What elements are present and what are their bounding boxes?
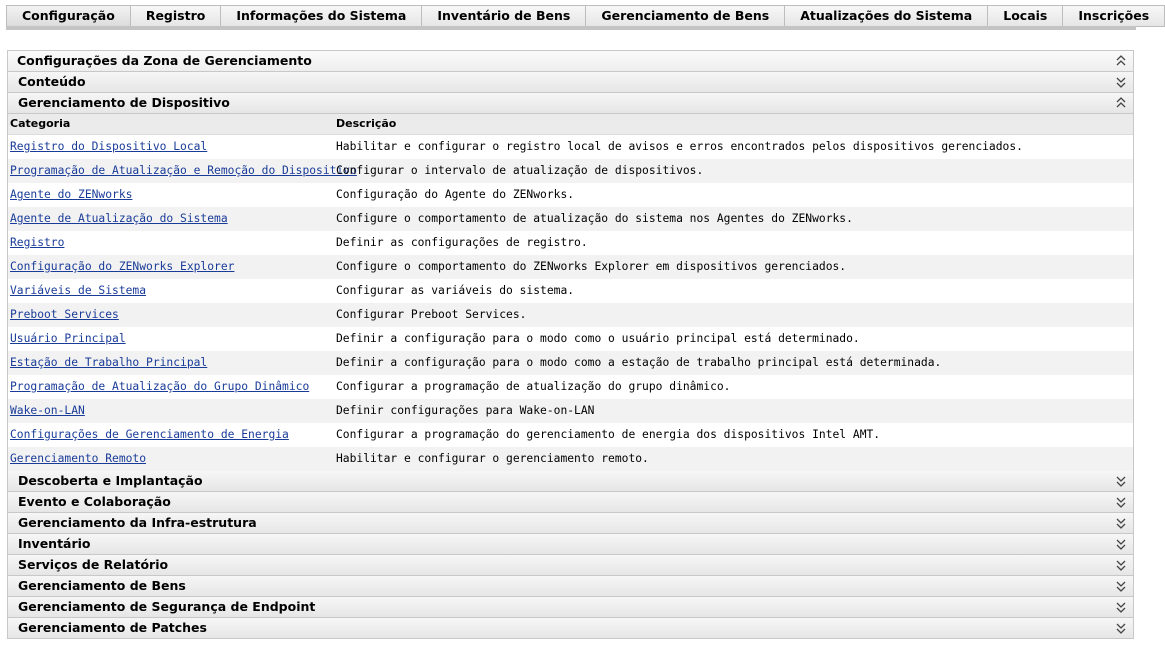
tab-1[interactable]: Registro [131,5,222,27]
category-link[interactable]: Programação de Atualização do Grupo Dinâmico [10,380,310,393]
category-description: Configurar a programação do gerenciamento de energia dos dispositivos Intel AMT. [336,428,881,441]
category-description: Definir as configurações de registro. [336,236,588,249]
tab-2[interactable]: Informações do Sistema [221,5,422,27]
table-row [8,375,1133,399]
tab-4[interactable]: Gerenciamento de Bens [586,5,785,27]
double-chevron-down-icon[interactable] [1115,597,1127,617]
tab-bar [6,5,1150,27]
category-link[interactable]: Usuário Principal [10,332,126,345]
category-link[interactable]: Registro do Dispositivo Local [10,140,208,153]
category-description: Habilitar e configurar o registro local de avisos e erros encontrados pelos dispositivos gerenciados. [336,140,1023,153]
category-description: Configurar o intervalo de atualização de dispositivos. [336,164,704,177]
double-chevron-down-icon[interactable] [1115,513,1127,533]
section-label: Serviços de Relatório [18,557,169,572]
table-row [8,231,1133,255]
table-row [8,399,1133,423]
table-row [8,303,1133,327]
double-chevron-up-icon[interactable] [1115,93,1127,113]
tab-7[interactable]: Inscrições [1063,5,1165,27]
table-row [8,279,1133,303]
section-label: Inventário [18,536,91,551]
double-chevron-down-icon[interactable] [1115,576,1127,596]
category-link[interactable]: Configuração do ZENworks Explorer [10,260,235,273]
table-row [8,207,1133,231]
table-row [8,255,1133,279]
section-label: Descoberta e Implantação [18,473,203,488]
table-row [8,327,1133,351]
column-header-category: Categoria [10,117,71,130]
section-label: Gerenciamento de Segurança de Endpoint [18,599,316,614]
category-link[interactable]: Agente de Atualização do Sistema [10,212,228,225]
tab-5[interactable]: Atualizações do Sistema [785,5,988,27]
section-collapsed[interactable] [8,597,1133,618]
category-description: Configurar Preboot Services. [336,308,527,321]
section-label: Conteúdo [18,74,86,89]
category-link[interactable]: Preboot Services [10,308,119,321]
column-header-description: Descrição [336,117,397,130]
section-label: Gerenciamento de Bens [18,578,186,593]
collapsed-sections [8,471,1133,639]
category-description: Configure o comportamento do ZENworks Explorer em dispositivos gerenciados. [336,260,847,273]
section-collapsed[interactable] [8,492,1133,513]
section-collapsed[interactable] [8,555,1133,576]
category-link[interactable]: Variáveis de Sistema [10,284,147,297]
category-description: Configure o comportamento de atualização do sistema nos Agentes do ZENworks. [336,212,853,225]
section-collapsed[interactable] [8,513,1133,534]
category-description: Configurar as variáveis do sistema. [336,284,575,297]
table-row [8,447,1133,471]
double-chevron-down-icon[interactable] [1115,471,1127,491]
section-collapsed[interactable] [8,576,1133,597]
table-row [8,135,1133,159]
double-chevron-up-icon[interactable] [1115,51,1127,71]
table-row [8,423,1133,447]
category-link[interactable]: Agente do ZENworks [10,188,133,201]
category-description: Configurar a programação de atualização do grupo dinâmico. [336,380,731,393]
category-link[interactable]: Configurações de Gerenciamento de Energia [10,428,289,441]
section-label: Evento e Colaboração [18,494,171,509]
section-collapsed[interactable] [8,618,1133,639]
section-label: Gerenciamento de Dispositivo [18,95,230,110]
section-label: Gerenciamento de Patches [18,620,207,635]
double-chevron-down-icon[interactable] [1115,555,1127,575]
table-header [8,114,1133,135]
tab-3[interactable]: Inventário de Bens [422,5,586,27]
management-zone-panel [7,50,1134,639]
double-chevron-down-icon[interactable] [1115,618,1127,638]
category-link[interactable]: Gerenciamento Remoto [10,452,147,465]
category-description: Definir a configuração para o modo como o usuário principal está determinado. [336,332,860,345]
category-link[interactable]: Programação de Atualização e Remoção do Dispositivo [10,164,357,177]
tab-6[interactable]: Locais [988,5,1063,27]
category-description: Definir configurações para Wake-on-LAN [336,404,595,417]
category-description: Configuração do Agente do ZENworks. [336,188,575,201]
category-link[interactable]: Estação de Trabalho Principal [10,356,208,369]
section-conteudo[interactable] [8,72,1133,93]
tab-bar-underline [6,26,1136,30]
zone-title: Configurações da Zona de Gerenciamento [17,53,312,68]
category-description: Definir a configuração para o modo como a estação de trabalho principal está determinada. [336,356,942,369]
section-collapsed[interactable] [8,534,1133,555]
table-row [8,351,1133,375]
zone-header[interactable] [8,51,1133,72]
category-link[interactable]: Wake-on-LAN [10,404,85,417]
section-gerenciamento-dispositivo[interactable] [8,93,1133,114]
double-chevron-down-icon[interactable] [1115,72,1127,92]
double-chevron-down-icon[interactable] [1115,534,1127,554]
settings-table [8,135,1133,471]
category-link[interactable]: Registro [10,236,65,249]
section-label: Gerenciamento da Infra-estrutura [18,515,257,530]
tab-0[interactable]: Configuração [6,5,131,27]
category-description: Habilitar e configurar o gerenciamento remoto. [336,452,649,465]
table-row [8,183,1133,207]
section-collapsed[interactable] [8,471,1133,492]
double-chevron-down-icon[interactable] [1115,492,1127,512]
table-row [8,159,1133,183]
